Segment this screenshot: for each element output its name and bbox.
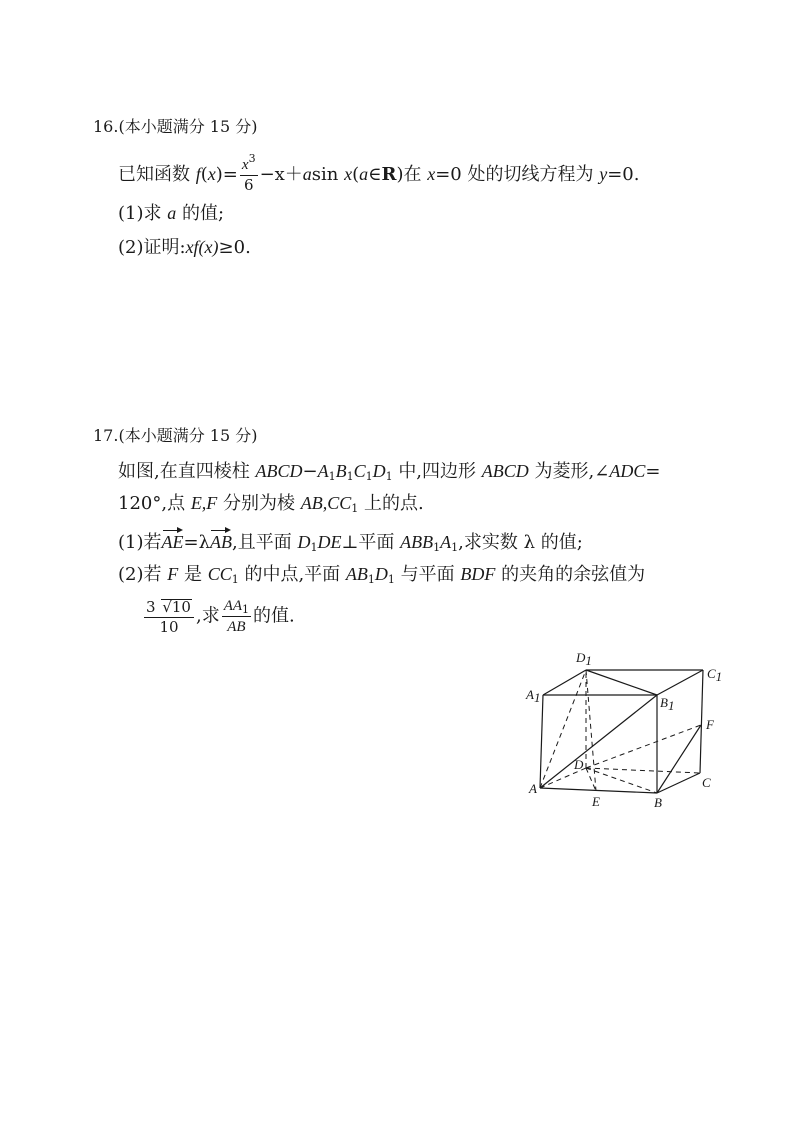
edge-a-b (540, 788, 657, 793)
q17-line2: 120°,点 E,F 分别为棱 $AB,CC_1$ 上的点. (118, 493, 424, 515)
q16-header: 16.(本小题满分 15 分) (93, 117, 258, 136)
segment-d1-e (586, 670, 596, 791)
fraction-cosine-value: $\frac{3 √10}{10}$ (144, 599, 194, 635)
q17-line1: 如图,在直四棱柱 $ABCD-A_1B_1C_1D_1$ 中,四边形 ABCD 为菱形,∠ADC= (118, 461, 661, 483)
q16-part2: (2)证明:xf(x)≥0. (118, 237, 251, 258)
vector-ae: AE (162, 529, 184, 551)
edge-c-c1 (700, 670, 703, 773)
edge-d-c (586, 768, 700, 773)
edge-b1-c1 (657, 670, 703, 695)
edge-d1-a1 (543, 670, 586, 695)
label-b1: B1 (660, 695, 675, 713)
edge-a-a1 (540, 695, 543, 788)
label-f: F (706, 717, 714, 732)
label-a1: A1 (526, 687, 541, 705)
q16-part1: (1)求 a 的值; (118, 203, 225, 224)
label-c: C (702, 775, 711, 790)
q16-statement: 已知函数 f(x)= $\frac{x^3}{6}$ −x＋asin x(a∈R)在 x=0 处的切线方程为 y=0. (118, 152, 640, 194)
vector-ab: AB (210, 529, 232, 551)
fraction-aa1-over-ab: $\frac{AA_1}{AB}$ (223, 598, 250, 635)
prism-figure (520, 645, 723, 810)
segment-d-b (586, 768, 657, 793)
label-c1: C1 (707, 666, 723, 684)
segment-d1-b1 (586, 670, 657, 695)
segment-a-b1 (540, 695, 657, 788)
q17-part2-cont: $\frac{3 √10}{10}$ ,求 $\frac{AA_1}{AB}$ 的值. (146, 597, 295, 636)
q17-part1: (1)若AE=λAB,且平面 $D_1DE\perp$平面 $ABB_1A_1$,求实数 λ 的值; (118, 529, 583, 552)
q17-header: 17.(本小题满分 15 分) (93, 426, 258, 445)
label-d: D (574, 757, 584, 772)
label-e: E (592, 794, 600, 809)
segment-d-f (586, 725, 701, 768)
label-a: A (529, 781, 537, 796)
label-d1: D1 (576, 650, 592, 668)
label-b: B (654, 795, 662, 810)
fraction-x3-over-6: $\frac{x^3}{6}$ (241, 152, 256, 194)
q17-part2: (2)若 F 是 $CC_1$ 的中点,平面 $AB_1D_1$ 与平面 BDF 的夹角的余弦值为 (118, 564, 646, 586)
